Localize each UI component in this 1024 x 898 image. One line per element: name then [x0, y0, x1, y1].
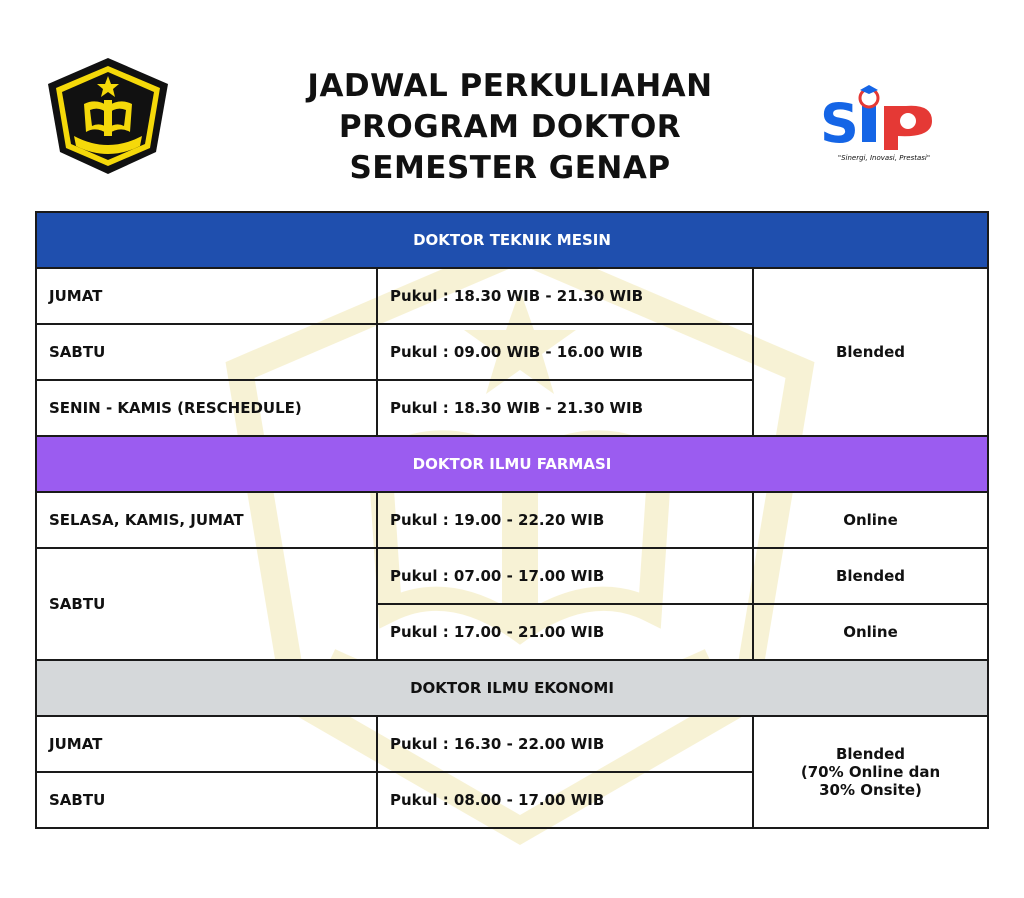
mode-cell: Blended [753, 268, 988, 436]
page-title [230, 66, 790, 189]
table-row [36, 548, 988, 604]
sip-tagline: "Sinergi, Inovasi, Prestasi" [837, 154, 931, 162]
table-row [36, 268, 988, 324]
time-cell: Pukul : 07.00 - 17.00 WIB [377, 548, 753, 604]
mode-line: (70% Online dan [800, 763, 941, 781]
title-line-2: PROGRAM DOKTOR [338, 109, 682, 145]
section-header-ilmu-ekonomi [36, 660, 988, 716]
day-cell: SABTU [36, 772, 377, 828]
mode-line: Blended [835, 745, 906, 763]
table-row [36, 716, 988, 772]
section-title: DOKTOR TEKNIK MESIN [36, 212, 988, 268]
section-header-teknik-mesin [36, 212, 988, 268]
section-title: DOKTOR ILMU FARMASI [36, 436, 988, 492]
day-cell: SELASA, KAMIS, JUMAT [36, 492, 377, 548]
time-cell: Pukul : 08.00 - 17.00 WIB [377, 772, 753, 828]
time-cell: Pukul : 18.30 WIB - 21.30 WIB [377, 268, 753, 324]
mode-cell: Blended [753, 548, 988, 604]
title-line-1: JADWAL PERKULIAHAN [307, 68, 713, 104]
mode-line: 30% Onsite) [819, 781, 922, 799]
section-title: DOKTOR ILMU EKONOMI [36, 660, 988, 716]
time-cell: Pukul : 18.30 WIB - 21.30 WIB [377, 380, 753, 436]
day-cell: SABTU [36, 548, 377, 660]
svg-text:S: S [820, 92, 859, 154]
day-cell: SENIN - KAMIS (RESCHEDULE) [36, 380, 377, 436]
section-header-ilmu-farmasi [36, 436, 988, 492]
title-line-3: SEMESTER GENAP [349, 150, 671, 186]
mode-cell: Online [753, 604, 988, 660]
time-cell: Pukul : 09.00 WIB - 16.00 WIB [377, 324, 753, 380]
day-cell: SABTU [36, 324, 377, 380]
table-row [36, 492, 988, 548]
day-cell: JUMAT [36, 268, 377, 324]
time-cell: Pukul : 19.00 - 22.20 WIB [377, 492, 753, 548]
universitas-pancasila-logo [44, 54, 172, 178]
mode-cell [753, 716, 988, 828]
day-cell: JUMAT [36, 716, 377, 772]
schedule-table [35, 211, 989, 829]
time-cell: Pukul : 16.30 - 22.00 WIB [377, 716, 753, 772]
sip-logo [814, 84, 954, 170]
time-cell: Pukul : 17.00 - 21.00 WIB [377, 604, 753, 660]
mode-cell: Online [753, 492, 988, 548]
